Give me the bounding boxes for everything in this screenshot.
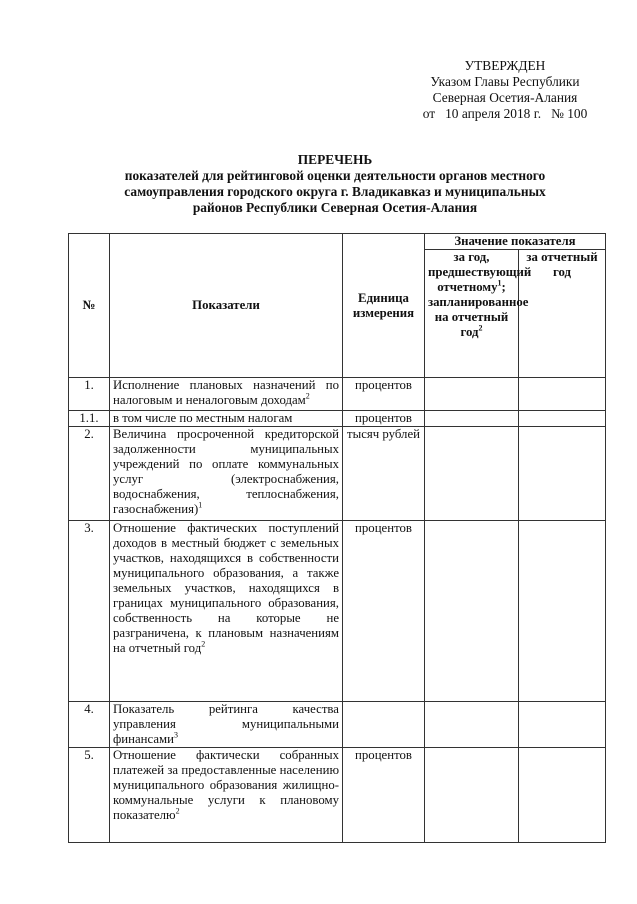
row-indicator xyxy=(110,427,343,521)
row-indicator xyxy=(110,702,343,748)
approval-line-3: Северная Осетия-Алания xyxy=(432,90,578,105)
row-indicator-text: в том числе по местным налогам xyxy=(113,411,293,425)
table-row xyxy=(69,378,606,411)
row-value-prev-year xyxy=(425,748,519,843)
row-value-report-year xyxy=(519,748,606,843)
row-number: 1.1. xyxy=(69,411,110,427)
table-row xyxy=(69,427,606,521)
document-heading xyxy=(100,152,570,216)
header-prev-year-text: за год, предшествующий отчетному xyxy=(428,250,532,294)
row-unit: процентов xyxy=(343,521,425,702)
approval-line-1: УТВЕРЖДЕН xyxy=(464,58,546,73)
approval-date-line: от 10 апреля 2018 г. № 100 xyxy=(422,106,588,121)
row-number: 4. xyxy=(69,702,110,748)
document-title: ПЕРЕЧЕНЬ xyxy=(297,152,373,167)
indicators-table xyxy=(68,233,606,843)
row-number: 3. xyxy=(69,521,110,702)
table-row xyxy=(69,702,606,748)
row-number: 2. xyxy=(69,427,110,521)
row-value-prev-year xyxy=(425,521,519,702)
approval-line-2: Указом Главы Республики xyxy=(430,74,580,89)
row-number: 5. xyxy=(69,748,110,843)
header-num: № xyxy=(69,234,110,378)
row-unit: тысяч рублей xyxy=(343,427,425,521)
row-value-report-year xyxy=(519,702,606,748)
header-prev-year xyxy=(425,250,532,378)
header-planned-text: ; запланированное на отчетный год xyxy=(428,280,529,339)
row-indicator xyxy=(110,411,343,427)
row-indicator-text: Величина просроченной кредиторской задолженности муниципальных учреждений по оплате коммунальных услуг (электроснабжения, водоснабжения, теплоснабжения, газоснабжения) xyxy=(113,427,339,516)
row-footnote-mark: 2 xyxy=(305,391,310,401)
table-row xyxy=(69,521,606,702)
row-indicator-text: Отношение фактических поступлений доходов в местный бюджет с земельных участков, находящихся в собственности муниципального образования, а также земельных участков, находящихся в границах муниципального образования, собственность на которые не разграничена, к плановым назначениям на отчетный год xyxy=(113,521,339,655)
row-footnote-mark: 2 xyxy=(201,639,206,649)
document-subtitle: показателей для рейтинговой оценки деятельности органов местного самоуправления городского округа г. Владикавказ и муниципальных районов Республики Северная Осетия-Алания xyxy=(124,168,546,215)
header-planned-sup: 2 xyxy=(478,323,483,333)
row-value-prev-year xyxy=(425,702,519,748)
row-indicator-text: Исполнение плановых назначений по налоговым и неналоговым доходам xyxy=(113,378,339,407)
row-indicator xyxy=(110,521,343,702)
header-report-year: за отчетный год xyxy=(519,250,606,378)
header-unit: Единица измерения xyxy=(343,234,425,378)
row-value-prev-year xyxy=(425,378,519,411)
table-row xyxy=(69,411,606,427)
row-value-report-year xyxy=(519,427,606,521)
row-unit: процентов xyxy=(343,378,425,411)
row-unit xyxy=(343,702,425,748)
row-indicator xyxy=(110,748,343,843)
row-unit: процентов xyxy=(343,748,425,843)
header-value-group: Значение показателя xyxy=(425,234,606,250)
row-unit: процентов xyxy=(343,411,425,427)
row-value-report-year xyxy=(519,411,606,427)
row-footnote-mark: 2 xyxy=(175,806,180,816)
header-prev-year-sup: 1 xyxy=(497,278,502,288)
row-value-report-year xyxy=(519,521,606,702)
row-value-prev-year xyxy=(425,427,519,521)
row-indicator-text: Показатель рейтинга качества управления муниципальными финансами xyxy=(113,702,339,746)
table-row xyxy=(69,748,606,843)
row-footnote-mark: 1 xyxy=(198,500,203,510)
row-indicator xyxy=(110,378,343,411)
row-value-prev-year xyxy=(425,411,519,427)
row-number: 1. xyxy=(69,378,110,411)
row-indicator-text: Отношение фактически собранных платежей за предоставленные населению муниципального образования жилищно-коммунальные услуги к плановому показателю xyxy=(113,748,339,822)
header-indicators: Показатели xyxy=(110,234,343,378)
row-footnote-mark: 3 xyxy=(173,730,178,740)
table-header-row xyxy=(69,234,606,250)
approval-stamp xyxy=(390,58,620,122)
row-value-report-year xyxy=(519,378,606,411)
